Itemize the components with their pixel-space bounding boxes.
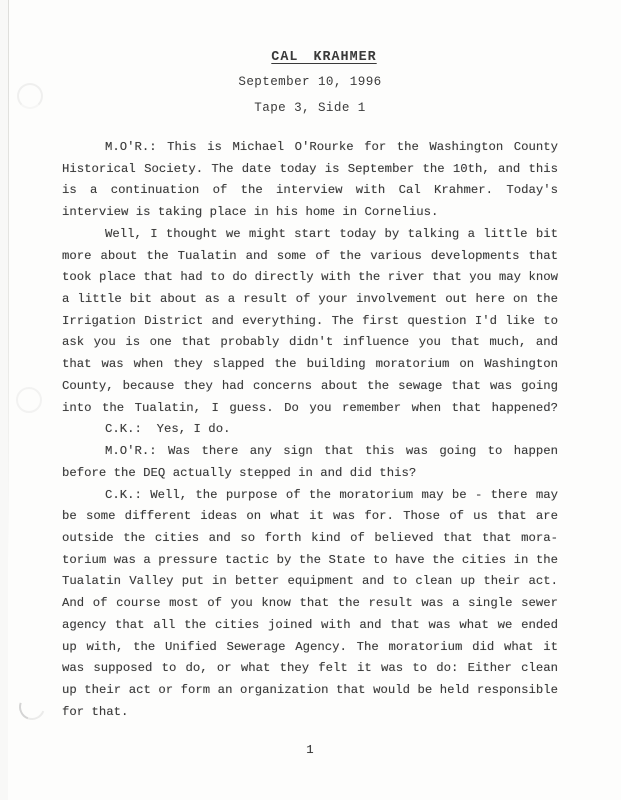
transcript-line: was supposed to do, or what they felt it was to do: Either clean: [62, 661, 558, 676]
transcript-body: [62, 137, 558, 723]
transcript-line: is a continuation of the interview with Cal Krahmer. Today's: [62, 183, 558, 198]
transcript-line: interview is taking place in his home in Cornelius.: [62, 205, 439, 220]
transcript-line: Tualatin Valley put in better equipment and to clean up their act.: [62, 574, 558, 589]
document-header: [62, 45, 558, 121]
transcript-line: that was when they slapped the building moratorium on Washington: [62, 357, 558, 372]
transcript-line: Well, I thought we might start today by talking a little bit: [105, 226, 558, 241]
transcript-line: for that.: [62, 704, 129, 719]
page-number: 1: [306, 743, 314, 757]
transcript-line: And of course most of you know that the result was a single sewer: [62, 596, 558, 611]
transcript-line: took place that had to do directly with the river that you may know: [62, 270, 558, 285]
scan-edge-line: [8, 0, 9, 560]
transcript-line: C.K.: Well, the purpose of the moratorium may be - there may: [105, 487, 558, 502]
transcript-line: agency that all the cities joined with and that was what we ended: [62, 617, 558, 632]
document-date: September 10, 1996: [238, 75, 382, 90]
transcript-line: ask you is one that probably didn't influence you that much, and: [62, 335, 558, 350]
scan-edge-strip: [0, 0, 8, 800]
transcript-line: C.K.: Yes, I do.: [105, 422, 231, 437]
transcript-line: up their act or form an organization that would be held responsible: [62, 682, 558, 697]
tape-side-label: Tape 3, Side 1: [254, 100, 366, 115]
transcript-line: more about the Tualatin and some of the various developments that: [62, 248, 558, 263]
binder-hole-mark-top: [17, 83, 43, 109]
transcript-line: a little bit about as a result of your involvement out here on the: [62, 292, 558, 307]
transcript-line: before the DEQ actually stepped in and did this?: [62, 465, 417, 480]
transcript-line: M.O'R.: Was there any sign that this was going to happen: [105, 444, 558, 459]
transcript-line: up with, the Unified Sewerage Agency. The moratorium did what it: [62, 639, 558, 654]
transcript-line: M.O'R.: This is Michael O'Rourke for the Washington County: [105, 140, 558, 154]
transcript-line: County, because they had concerns about the sewage that was going: [62, 378, 558, 393]
transcript-line: Historical Society. The date today is September the 10th, and this: [62, 161, 558, 176]
binder-hole-mark-bottom: [15, 690, 50, 725]
binder-hole-mark-middle: [16, 387, 42, 413]
document-title: CAL KRAHMER: [271, 50, 377, 65]
transcript-line: outside the cities and so forth kind of believed that that mora-: [62, 530, 558, 545]
transcript-line: into the Tualatin, I guess. Do you remember when that happened?: [62, 400, 558, 415]
transcript-line: be some different ideas on what it was for. Those of us that are: [62, 509, 558, 524]
transcript-line: Irrigation District and everything. The first question I'd like to: [62, 313, 558, 328]
transcript-line: torium was a pressure tactic by the State to have the cities in the: [62, 552, 558, 567]
